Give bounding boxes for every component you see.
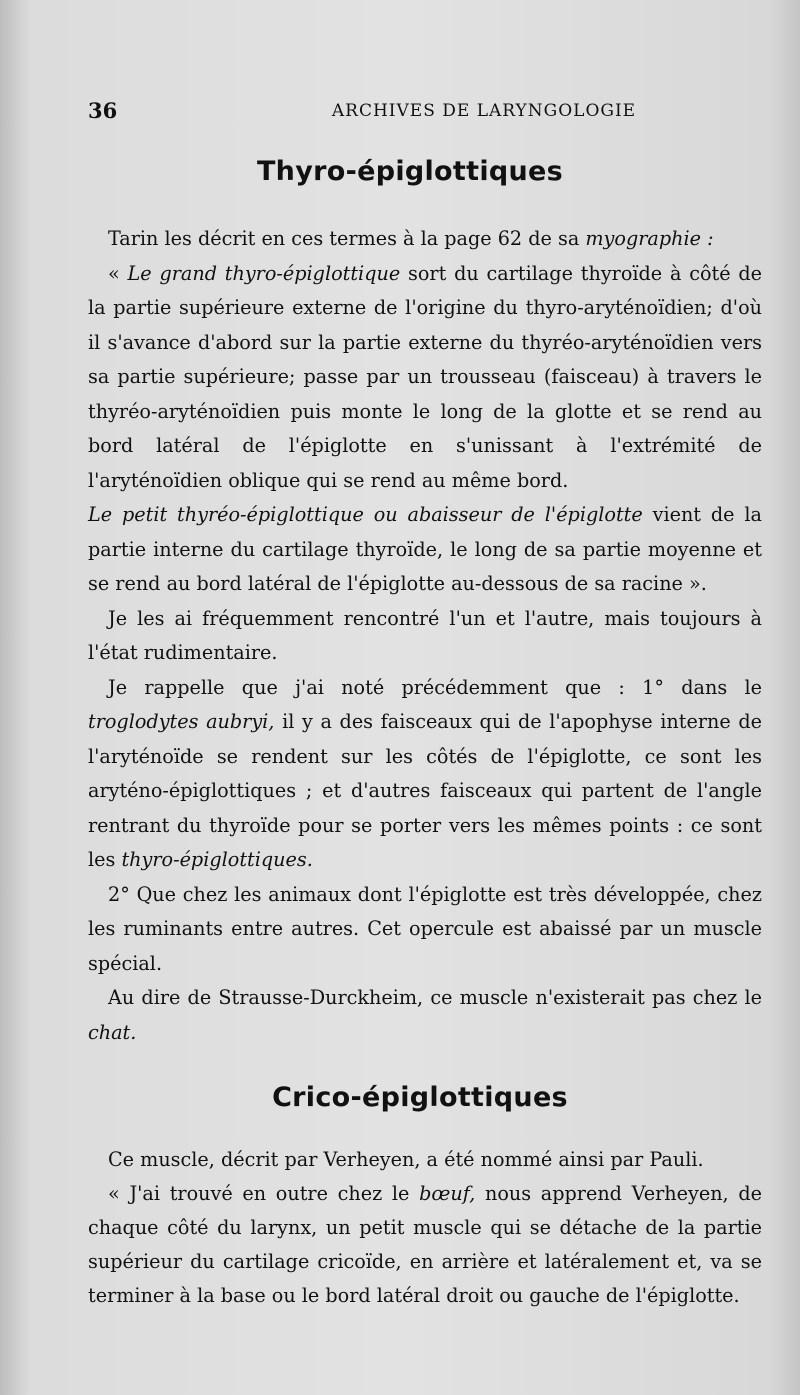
text-run: Je rappelle que j'ai noté précédemment que : 1° dans le <box>108 675 762 699</box>
italic-run: chat. <box>88 1020 137 1044</box>
section-body-thyro-epiglottiques <box>88 222 762 1050</box>
paragraph <box>88 878 762 982</box>
paragraph <box>88 981 762 1050</box>
text-run: Je les ai fréquemment rencontré l'un et l'autre, mais toujours à l'état rudimentaire. <box>88 606 762 664</box>
section-title-crico-epiglottiques: Crico-épiglottiques <box>272 1082 568 1113</box>
paragraph <box>88 602 762 671</box>
paragraph <box>88 498 762 602</box>
text-run: « J'ai trouvé en outre chez le <box>108 1182 420 1205</box>
page-header <box>88 98 760 126</box>
text-run: Ce muscle, décrit par Verheyen, a été nommé ainsi par Pauli. <box>108 1148 704 1171</box>
italic-run: thyro-épiglottiques. <box>121 848 313 871</box>
italic-run: myographie : <box>585 227 714 250</box>
italic-run: Le petit thyréo-épiglottique ou abaisseur de l'épiglotte <box>88 503 643 526</box>
text-run: sort du cartilage thyroïde à côté de la partie supérieure externe de l'origine du thyro-aryténoïdien; d'où il s'avance d'abord sur la partie externe du thyréo-aryténoïdien vers sa partie supérieure; passe par un trousseau (faisceau) à travers le thyréo-aryténoïdien puis monte le long de la glotte et se rend au bord latéral de l'épiglotte en s'unissant à l'extrémité de l'aryténoïdien oblique qui se rend au même bord. <box>88 261 762 492</box>
text-run: « <box>108 261 128 285</box>
text-run: Au dire de Strausse-Durckheim, ce muscle n'existerait pas chez le <box>108 986 762 1009</box>
paragraph <box>88 671 762 878</box>
page-number: 36 <box>88 98 118 123</box>
paragraph <box>88 222 762 257</box>
text-run: Tarin les décrit en ces termes à la page 62 de sa <box>108 227 586 250</box>
text-run: il y a des faisceaux qui de l'apophyse interne de l'aryténoïde se rendent sur les côtés de l'épiglotte, ce sont les aryténo-épiglottiques ; et d'autres faisceaux qui partent de l'angle rentrant du thyroïde pour se porter vers les mêmes points : ce sont les <box>88 710 762 871</box>
italic-run: Le grand thyro-épiglottique <box>127 261 401 285</box>
paragraph <box>88 257 762 499</box>
text-run: 2° Que chez les animaux dont l'épiglotte est très développée, chez les ruminants entre autres. Cet opercule est abaissé par un muscle spécial. <box>88 882 762 975</box>
paragraph <box>88 1143 762 1177</box>
italic-run: troglodytes aubryi, <box>88 710 275 733</box>
running-title: ARCHIVES DE LARYNGOLOGIE <box>331 101 637 121</box>
text-run: vient de la partie interne du cartilage thyroïde, le long de sa partie moyenne et se rend au bord latéral de l'épiglotte au-dessous de sa racine ». <box>88 503 762 595</box>
paragraph <box>88 1177 762 1313</box>
italic-run: bœuf, <box>419 1182 476 1205</box>
section-title-thyro-epiglottiques: Thyro-épiglottiques <box>256 156 564 187</box>
text-run: nous apprend Verheyen, de chaque côté du larynx, un petit muscle qui se détache de la partie supérieur du cartilage cricoïde, en arrière et latéralement et, va se terminer à la base ou le bord latéral droit ou gauche de l'épiglotte. <box>88 1182 762 1307</box>
section-body-crico-epiglottiques <box>88 1143 762 1313</box>
